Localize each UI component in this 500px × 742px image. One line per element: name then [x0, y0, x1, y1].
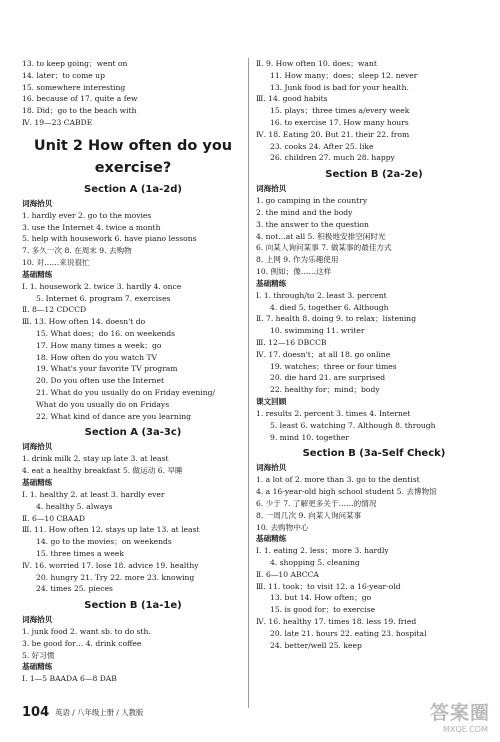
answer-line: 15. plays；three times a/every week [270, 106, 410, 116]
vocab-label: 词海拾贝 [22, 442, 53, 452]
answer-line: 4. eat a healthy breakfast 5. 做运动 6. 早睡 [22, 466, 183, 476]
answer-line: What do you usually do on Fridays [36, 399, 170, 409]
answer-line: 20. die hard 21. are surprised [270, 373, 386, 383]
answer-line: 4. shopping 5. cleaning [270, 558, 360, 568]
answer-line: 5. 好习惯 [22, 650, 55, 660]
answer-line: 16. to exercise 17. How many hours [270, 117, 409, 127]
basic-answers [256, 545, 492, 651]
vocab-answers [22, 453, 244, 477]
answer-line: 16. because of 17. quite a few [22, 94, 138, 104]
answer-line: 3. the answer to the question [256, 219, 369, 229]
unit1-tail-answers [22, 58, 244, 129]
section-b-2a-2e [256, 167, 492, 443]
answer-line: 19. What's your favorite TV program [36, 364, 178, 374]
answer-line: 10. 例如；像……这样 [256, 266, 332, 276]
answer-line: Ⅱ. 8—12 CDCCD [22, 305, 87, 315]
basic-label: 基础精练 [22, 269, 53, 279]
answer-line: 15. somewhere interesting [22, 82, 126, 92]
watermark-url: MXQE.COM [442, 725, 488, 734]
basic-label: 基础精练 [256, 534, 287, 544]
answer-line: Ⅲ. 11. took；to visit 12. a 16-year-old [256, 581, 401, 591]
answer-line: 17. How many times a week；go [36, 340, 162, 350]
vocab-label: 词海拾贝 [22, 615, 53, 625]
answer-line: 4. not…at all 5. 积极地安排空闲时光 [256, 231, 386, 241]
left-column [22, 58, 244, 685]
answer-line: Ⅱ. 9. How often 10. does；want [256, 59, 377, 68]
answer-line: 10. 去购物中心 [256, 522, 309, 532]
section-b-3a-self-check [256, 446, 492, 651]
watermark-text: 答案圈 [429, 702, 490, 724]
answer-line: 13. Junk food is bad for your health. [270, 82, 409, 92]
answer-line: 4. healthy 5. always [36, 501, 113, 511]
vocab-label: 词海拾贝 [256, 184, 287, 194]
answer-line: 8. 一周几次 9. 向某人询问某事 [256, 510, 362, 520]
answer-line: 21. What do you usually do on Friday evening/ [36, 387, 216, 397]
review-answers [256, 408, 492, 443]
answer-line: 1. hardly ever 2. go to the movies [22, 210, 152, 220]
answer-line: Ⅲ. 12—16 DBCCB [256, 337, 327, 347]
vocab-label: 词海拾贝 [22, 198, 53, 208]
answer-line: Ⅲ. 11. How often 12. stays up late 13. at least [22, 525, 200, 535]
answer-line: 20. hungry 21. Try 22. more 23. knowing [36, 572, 195, 582]
answer-line: 2. the mind and the body [256, 207, 353, 217]
answer-line: 22. What kind of dance are you learning [36, 411, 191, 421]
column-divider [248, 58, 249, 708]
answer-line: Ⅳ. 16. worried 17. lose 18. advice 19. healthy [22, 560, 199, 570]
answer-line: 20. Do you often use the Internet [36, 376, 165, 386]
answer-line: 13. but 14. How often；go [270, 593, 372, 603]
basic-answers [256, 290, 492, 396]
vocab-answers [22, 626, 244, 661]
answer-line: Ⅱ. 7. health 8. doing 9. to relax；listening [256, 314, 417, 324]
answer-line: 1. junk food 2. want sb. to do sth. [22, 627, 151, 637]
page-footer [22, 704, 143, 720]
answer-line: 4. died 5. together 6. Although [270, 302, 389, 312]
answer-line: 24. times 25. pieces [36, 584, 113, 594]
right-column [256, 58, 492, 651]
answer-line: 5. least 6. watching 7. Although 8. through [270, 420, 436, 430]
answer-line: 10. swimming 11. writer [270, 326, 365, 336]
unit-title [22, 135, 244, 179]
book-info: 英语 / 八年级上册 / 人教版 [55, 707, 144, 717]
answer-line: Ⅳ. 16. healthy 17. times 18. less 19. fried [256, 617, 417, 627]
vocab-answers [256, 474, 492, 533]
section-b-1a-1e [22, 598, 244, 685]
answer-line: 5. help with housework 6. have piano lessons [22, 234, 197, 244]
answer-line: 22. healthy for；mind；body [270, 385, 380, 395]
section-heading: Section A (3a-3c) [84, 427, 182, 439]
answer-line: 11. How many；does；sleep 12. never [270, 70, 418, 80]
answer-line: Ⅱ. 6—10 ABCCA [256, 569, 319, 579]
answer-line: Ⅲ. 13. How often 14. doesn't do [22, 317, 146, 327]
answer-line: 15. is good for；to exercise [270, 605, 376, 615]
answer-line: 6. 少于 7. 了解更多关于……的情况 [256, 498, 377, 508]
answer-line: 1. go camping in the country [256, 196, 368, 206]
answer-line: 8. 上网 9. 作为乐趣使用 [256, 255, 339, 265]
answer-line: 18. Did；go to the beach with [22, 106, 137, 116]
vocab-answers [256, 195, 492, 278]
section-a-3a-3c [22, 425, 244, 595]
answer-line: Ⅳ. 17. doesn't；at all 18. go online [256, 349, 391, 359]
vocab-answers [22, 210, 244, 269]
answer-line: 15. What does；do 16. on weekends [36, 328, 176, 338]
answer-line: 3. use the Internet 4. twice a month [22, 222, 161, 232]
section-heading: Section B (1a-1e) [84, 600, 182, 612]
answer-line: 19. watches；three or four times [270, 361, 397, 371]
answer-line: 15. three times a week [36, 548, 124, 558]
basic-label: 基础精练 [22, 477, 53, 487]
basic-answers [22, 281, 244, 423]
answer-line: 4. a 16-year-old high school student 5. 去博物馆 [256, 487, 437, 497]
vocab-label: 词海拾贝 [256, 463, 287, 473]
answer-line: 6. 向某人询问某事 7. 做某事的最佳方式 [256, 243, 392, 253]
answer-line: 13. to keep going；went on [22, 59, 128, 68]
answer-line: 3. be good for… 4. drink coffee [22, 638, 142, 648]
answer-line: Ⅰ. 1. housework 2. twice 3. hardly 4. once [22, 281, 182, 291]
answer-line: Ⅲ. 14. good habits [256, 94, 328, 104]
review-label: 课文回顾 [256, 396, 287, 406]
answer-line: 1. a lot of 2. more than 3. go to the dentist [256, 475, 420, 485]
answer-line: Ⅰ. 1. healthy 2. at least 3. hardly ever [22, 489, 165, 499]
answer-line: 20. late 21. hours 22. eating 23. hospital [270, 628, 427, 638]
basic-answers [22, 673, 244, 685]
answer-line: 24. better/well 25. keep [270, 640, 362, 650]
watermark-logo [402, 698, 490, 734]
answer-line: 18. How often do you watch TV [36, 352, 158, 362]
section-heading: Section A (1a-2d) [84, 183, 182, 195]
answer-line: 1. results 2. percent 3. times 4. Internet [256, 408, 411, 418]
answer-line: Ⅱ. 6—10 CBAAD [22, 513, 85, 523]
answer-line: Ⅳ. 19—23 CABDE [22, 117, 93, 127]
section-heading: Section B (3a-Self Check) [302, 448, 446, 460]
answer-line: 14. go to the movies；on weekends [36, 537, 172, 547]
section-b-1a-1e-continued [256, 58, 492, 164]
answer-line: 7. 多久一次 8. 在周末 9. 去购物 [22, 246, 132, 256]
section-heading: Section B (2a-2e) [325, 169, 423, 181]
answer-line: Ⅰ. 1. eating 2. less；more 3. hardly [256, 546, 389, 556]
answer-line: 26. children 27. much 28. happy [270, 153, 395, 163]
answer-line: 9. mind 10. together [270, 432, 349, 442]
answer-line: 1. drink milk 2. stay up late 3. at least [22, 454, 169, 464]
unit-title-line-2: exercise? [94, 159, 172, 176]
answer-line: 10. 对……来说很忙 [22, 257, 90, 267]
basic-answers [22, 489, 244, 595]
answer-line: Ⅳ. 18. Eating 20. But 21. their 22. from [256, 129, 410, 139]
answer-line: 14. later；to come up [22, 70, 105, 80]
answer-line: 5. Internet 6. program 7. exercises [36, 293, 171, 303]
answer-line: 23. cooks 24. After 25. like [270, 141, 374, 151]
basic-label: 基础精练 [22, 662, 53, 672]
answer-line: Ⅰ. 1. through/to 2. least 3. percent [256, 290, 387, 300]
answer-line: Ⅰ. 1—5 BAADA 6—8 DAB [22, 674, 117, 684]
unit-title-line-1: Unit 2 How often do you [33, 137, 233, 154]
basic-label: 基础精练 [256, 278, 287, 288]
page-number: 104 [22, 704, 50, 720]
section-a-1a-2d [22, 182, 244, 423]
